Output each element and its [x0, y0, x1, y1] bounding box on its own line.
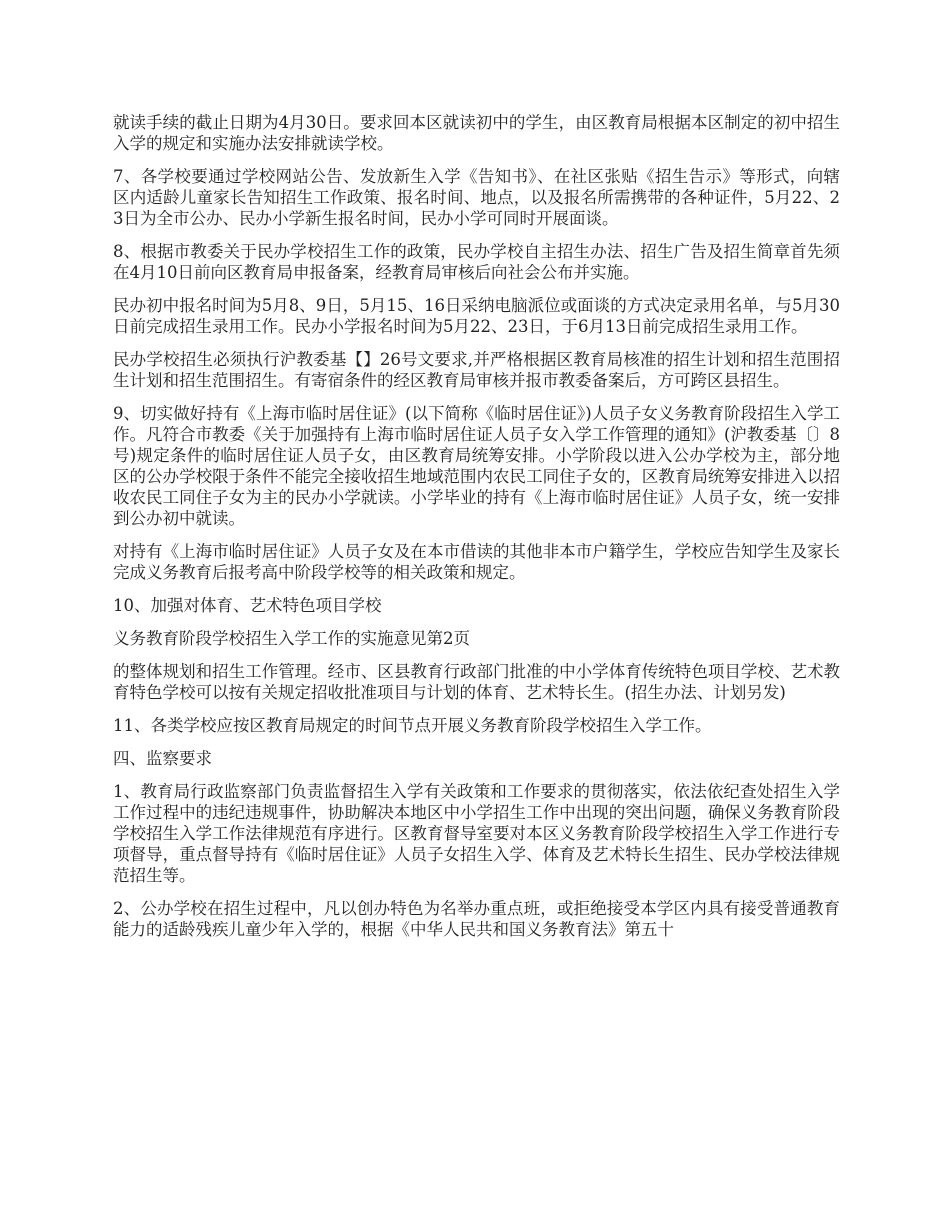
paragraph-non-local-students: 对持有《上海市临时居住证》人员子女及在本市借读的其他非本市户籍学生，学校应告知学生及家长完成义务教育后报考高中阶段学校等的相关政策和规定。	[113, 542, 840, 582]
paragraph-special-talent-students: 的整体规划和招生工作管理。经市、区县教育行政部门批准的中小学体育传统特色项目学校、艺术教育特色学校可以按有关规定招收批准项目与计划的体育、艺术特长生。(招生办法、计划另发)	[113, 662, 840, 702]
paragraph-item-7: 7、各学校要通过学校网站公告、发放新生入学《告知书》、在社区张贴《招生告示》等形式，向辖区内适龄儿童家长告知招生工作政策、报名时间、地点，以及报名所需携带的各种证件，5月22、23日为全市公办、民办小学新生报名时间，民办小学可同时开展面谈。	[113, 167, 840, 228]
document-body	[113, 112, 840, 952]
paragraph-item-9: 9、切实做好持有《上海市临时居住证》(以下简称《临时居住证》)人员子女义务教育阶段招生入学工作。凡符合市教委《关于加强持有上海市临时居住证人员子女入学工作管理的通知》(沪教委基〔〕8号)规定条件的临时居住证人员子女，由区教育局统筹安排。小学阶段以进入公办学校为主，部分地区的公办学校限于条件不能完全接收招生地域范围内农民工同住子女的，区教育局统筹安排进入以招收农民工同住子女为主的民办小学就读。小学毕业的持有《上海市临时居住证》人员子女，统一安排到公办初中就读。	[113, 404, 840, 528]
paragraph-private-school-requirements: 民办学校招生必须执行沪教委基【】26号文要求,并严格根据区教育局核准的招生计划和招生范围招生计划和招生范围招生。有寄宿条件的经区教育局审核并报市教委备案后，方可跨区县招生。	[113, 350, 840, 390]
paragraph-supervision-1: 1、教育局行政监察部门负责监督招生入学有关政策和工作要求的贯彻落实，依法依纪查处招生入学工作过程中的违纪违规事件，协助解决本地区中小学招生工作中出现的突出问题，确保义务教育阶段学校招生入学工作法律规范有序进行。区教育督导室要对本区义务教育阶段学校招生入学工作进行专项督导，重点督导持有《临时居住证》人员子女招生入学、体育及艺术特长生招生、民办学校法律规范招生等。	[113, 782, 840, 885]
paragraph-private-middle-school-schedule: 民办初中报名时间为5月8、9日，5月15、16日采纳电脑派位或面谈的方式决定录用名单，与5月30日前完成招生录用工作。民办小学报名时间为5月22、23日，于6月13日前完成招生录用工作。	[113, 296, 840, 336]
paragraph-supervision-2: 2、公办学校在招生过程中，凡以创办特色为名举办重点班，或拒绝接受本学区内具有接受普通教育能力的适龄残疾儿童少年入学的，根据《中华人民共和国义务教育法》第五十	[113, 899, 840, 939]
paragraph-item-11: 11、各类学校应按区教育局规定的时间节点开展义务教育阶段学校招生入学工作。	[113, 716, 712, 735]
section-heading-supervision: 四、监察要求	[113, 749, 212, 768]
paragraph-enrollment-deadline: 就读手续的截止日期为4月30日。要求回本区就读初中的学生，由区教育局根据本区制定的初中招生入学的规定和实施办法安排就读学校。	[113, 113, 840, 153]
paragraph-item-8: 8、根据市教委关于民办学校招生工作的政策，民办学校自主招生办法、招生广告及招生简章首先须在4月10日前向区教育局申报备案，经教育局审核后向社会公布并实施。	[113, 242, 840, 282]
paragraph-item-10: 10、加强对体育、艺术特色项目学校	[113, 596, 382, 615]
page-footer-label: 义务教育阶段学校招生入学工作的实施意见第2页	[113, 629, 470, 648]
